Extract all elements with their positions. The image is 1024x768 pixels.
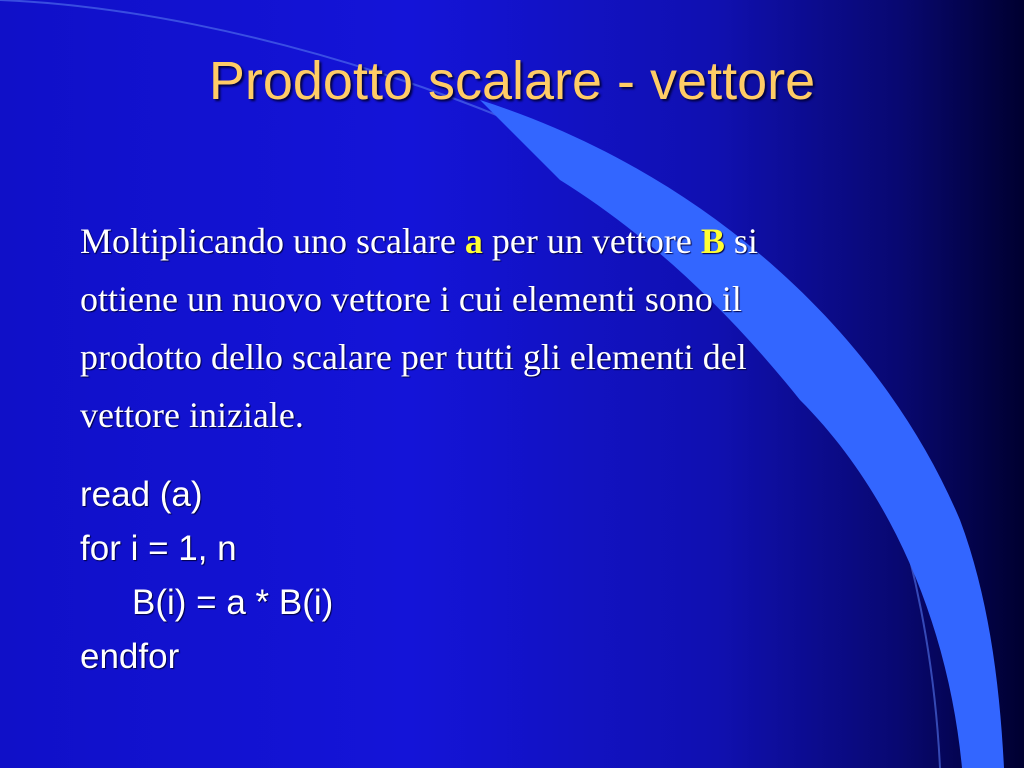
paragraph-line-1	[80, 212, 960, 270]
scalar-highlight: a	[464, 221, 483, 261]
paragraph-text: per un vettore	[482, 221, 701, 261]
code-line: read (a)	[80, 475, 203, 514]
paragraph-text: si	[724, 221, 758, 261]
paragraph-line-2: ottiene un nuovo vettore i cui elementi sono il	[80, 279, 742, 319]
paragraph-text: Moltiplicando uno scalare	[80, 221, 465, 261]
pseudocode-block	[80, 468, 333, 684]
code-line: B(i) = a * B(i)	[132, 583, 334, 622]
vector-highlight: B	[700, 221, 725, 261]
slide-title: Prodotto scalare - vettore	[208, 51, 816, 111]
code-line: for i = 1, n	[80, 529, 237, 568]
paragraph-line-4: vettore iniziale.	[80, 395, 304, 435]
paragraph-line-3: prodotto dello scalare per tutti gli elementi del	[80, 337, 747, 377]
slide-paragraph	[80, 212, 960, 444]
code-line: endfor	[80, 637, 180, 676]
